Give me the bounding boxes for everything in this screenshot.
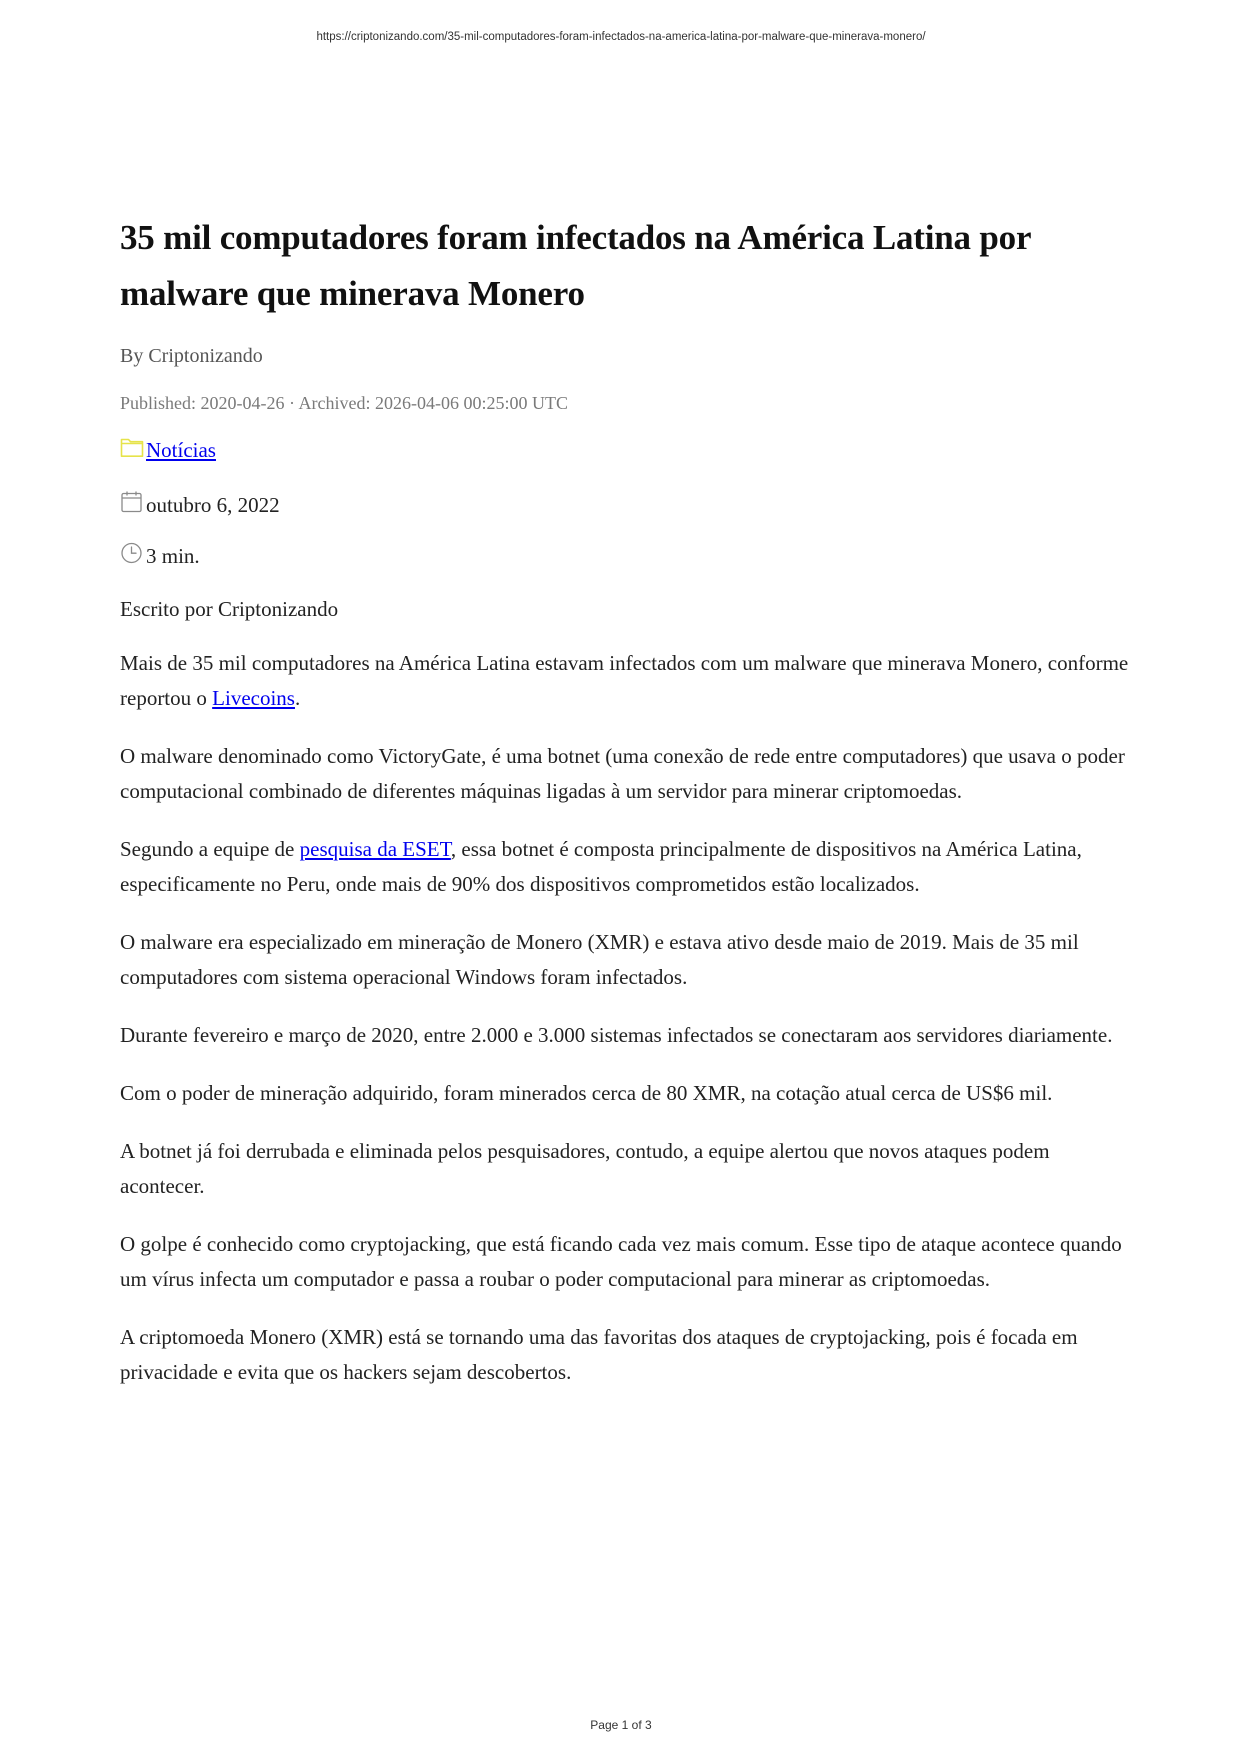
paragraph-3-text: Segundo a equipe de [120,837,300,861]
clock-icon [120,541,144,565]
page-url-header: https://criptonizando.com/35-mil-computadores-foram-infectados-na-america-latina-por-malware-que-minerava-monero/ [316,31,926,43]
paragraph-5: Durante fevereiro e março de 2020, entre 2.000 e 3.000 sistemas infectados se conectaram aos servidores diariamente. [120,1023,1113,1047]
article-date [120,491,1130,519]
article-read-time [120,542,1130,570]
article-author-line: Escrito por Criptonizando [120,597,339,621]
paragraph-1-text: Mais de 35 mil computadores na América Latina estavam infectados com um malware que minerava Monero, conforme reportou o [120,651,1129,710]
category-link[interactable]: Notícias [146,438,216,462]
paragraph-1 [120,646,1130,716]
paragraph-7: A botnet já foi derrubada e eliminada pelos pesquisadores, contudo, a equipe alertou que novos ataques podem acontecer. [120,1139,1050,1198]
livecoins-link[interactable]: Livecoins [212,686,295,710]
paragraph-4: O malware era especializado em mineração de Monero (XMR) e estava ativo desde maio de 2019. Mais de 35 mil computadores com sistema operacional Windows foram infectados. [120,930,1079,989]
eset-research-link[interactable]: pesquisa da ESET [299,837,451,861]
article-byline: By Criptonizando [120,345,263,367]
paragraph-3 [120,832,1130,902]
article-dates: Published: 2020-04-26 · Archived: 2026-04-06 00:25:00 UTC [120,393,568,413]
paragraph-6: Com o poder de mineração adquirido, foram minerados cerca de 80 XMR, na cotação atual cerca de US$6 mil. [120,1081,1053,1105]
paragraph-3-end: , essa botnet é composta principalmente de dispositivos na América Latina, especificamente no Peru, onde mais de 90% dos dispositivos comprometidos estão localizados. [120,837,1082,896]
paragraph-2: O malware denominado como VictoryGate, é uma botnet (uma conexão de rede entre computadores) que usava o poder computacional combinado de diferentes máquinas ligadas à um servidor para minerar criptomoedas. [120,744,1125,803]
paragraph-1-end: . [294,686,301,710]
article-category [120,436,1130,464]
article-title: 35 mil computadores foram infectados na América Latina por malware que minerava Monero [120,218,1031,313]
paragraph-8: O golpe é conhecido como cryptojacking, que está ficando cada vez mais comum. Esse tipo de ataque acontece quando um vírus infecta um computador e passa a roubar o poder computacional para minerar as criptomoedas. [120,1232,1122,1291]
article-date-text: outubro 6, 2022 [146,493,280,517]
calendar-icon [120,490,144,514]
paragraph-9: A criptomoeda Monero (XMR) está se tornando uma das favoritas dos ataques de cryptojacking, pois é focada em privacidade e evita que os hackers sejam descobertos. [120,1325,1078,1384]
article [120,210,1130,1390]
folder-icon [120,435,144,459]
page-number: Page 1 of 3 [590,1718,652,1732]
article-read-time-text: 3 min. [146,544,200,568]
